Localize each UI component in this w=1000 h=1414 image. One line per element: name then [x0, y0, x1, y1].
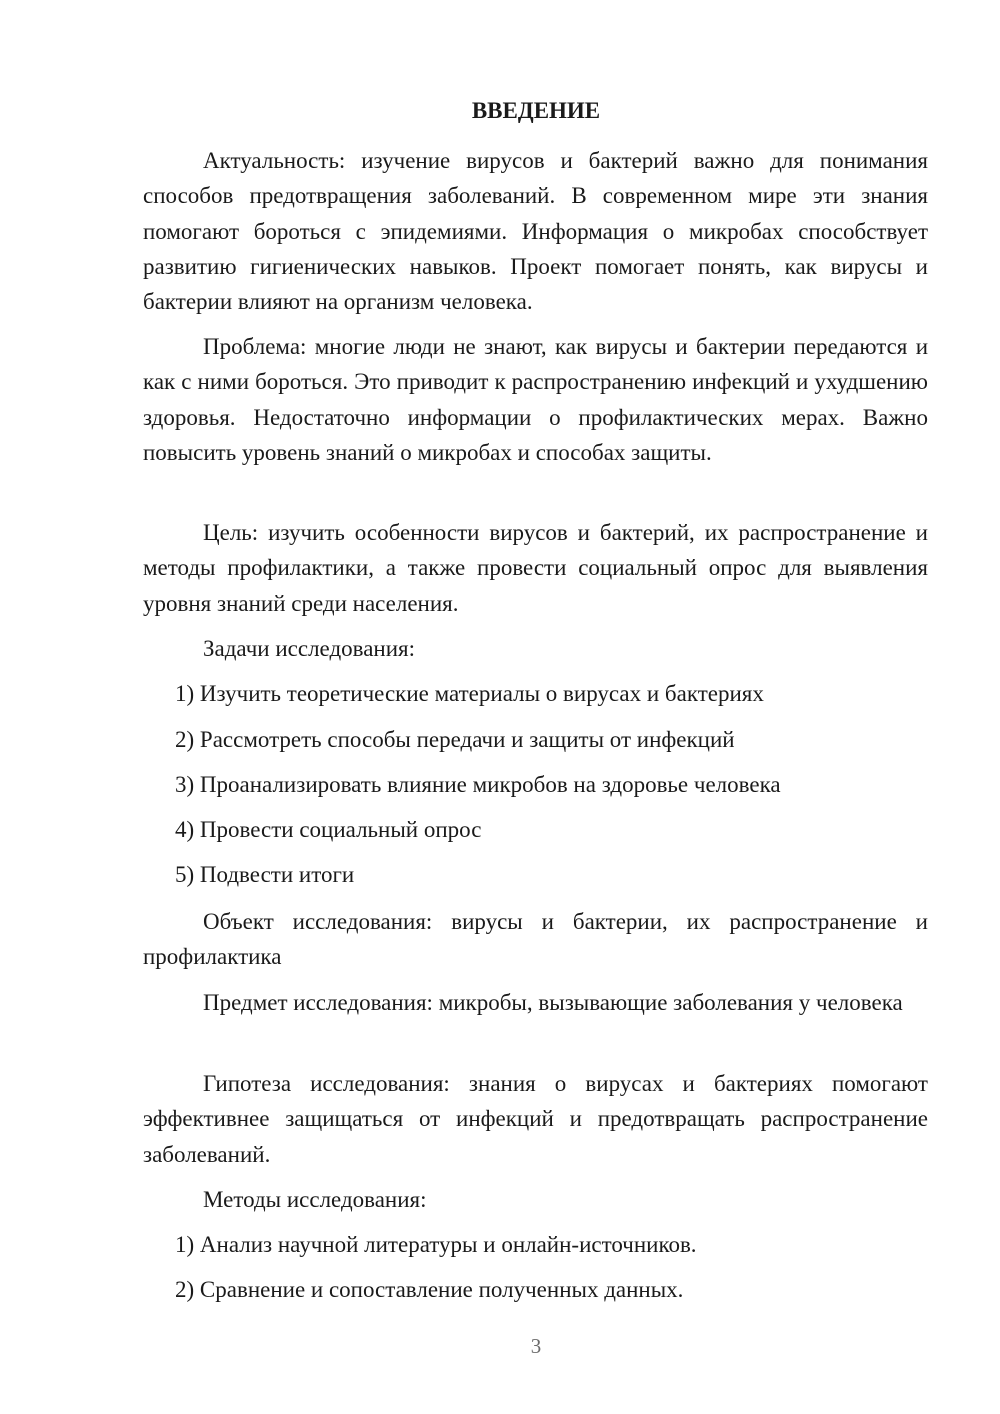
- task-item: 4) Провести социальный опрос: [175, 817, 482, 842]
- task-item: 3) Проанализировать влияние микробов на здоровье человека: [175, 772, 781, 797]
- page-number: 3: [530, 1334, 542, 1358]
- relevance-paragraph: Актуальность: изучение вирусов и бактерий важно для понимания способов предотвращения заболеваний. В современном мире эти знания помогают бороться с эпидемиями. Информация о микробах способствует развитию гигиенических навыков. Проект помогает понять, как вирусы и бактерии влияют на организм человека.: [143, 148, 928, 315]
- methods-heading: Методы исследования:: [203, 1187, 427, 1212]
- section-title: ВВЕДЕНИЕ: [471, 98, 601, 123]
- task-item: 5) Подвести итоги: [175, 862, 355, 887]
- object-paragraph: Объект исследования: вирусы и бактерии, их распространение и профилактика: [143, 909, 928, 970]
- method-item: 1) Анализ научной литературы и онлайн-источников.: [175, 1232, 697, 1257]
- hypothesis-paragraph: Гипотеза исследования: знания о вирусах и бактериях помогают эффективнее защищаться от инфекций и предотвращать распространение заболеваний.: [143, 1071, 928, 1167]
- subject-paragraph: Предмет исследования: микробы, вызывающие заболевания у человека: [203, 990, 903, 1015]
- method-item: 2) Сравнение и сопоставление полученных данных.: [175, 1277, 684, 1302]
- goal-paragraph: Цель: изучить особенности вирусов и бактерий, их распространение и методы профилактики, а также провести социальный опрос для выявления уровня знаний среди населения.: [143, 520, 928, 616]
- tasks-heading: Задачи исследования:: [203, 636, 416, 661]
- problem-paragraph: Проблема: многие люди не знают, как вирусы и бактерии передаются и как с ними бороться. Это приводит к распространению инфекций и ухудшению здоровья. Недостаточно информации о профилактических мерах. Важно повысить уровень знаний о микробах и способах защиты.: [143, 334, 928, 465]
- task-item: 2) Рассмотреть способы передачи и защиты от инфекций: [175, 727, 735, 752]
- task-item: 1) Изучить теоретические материалы о вирусах и бактериях: [175, 681, 764, 706]
